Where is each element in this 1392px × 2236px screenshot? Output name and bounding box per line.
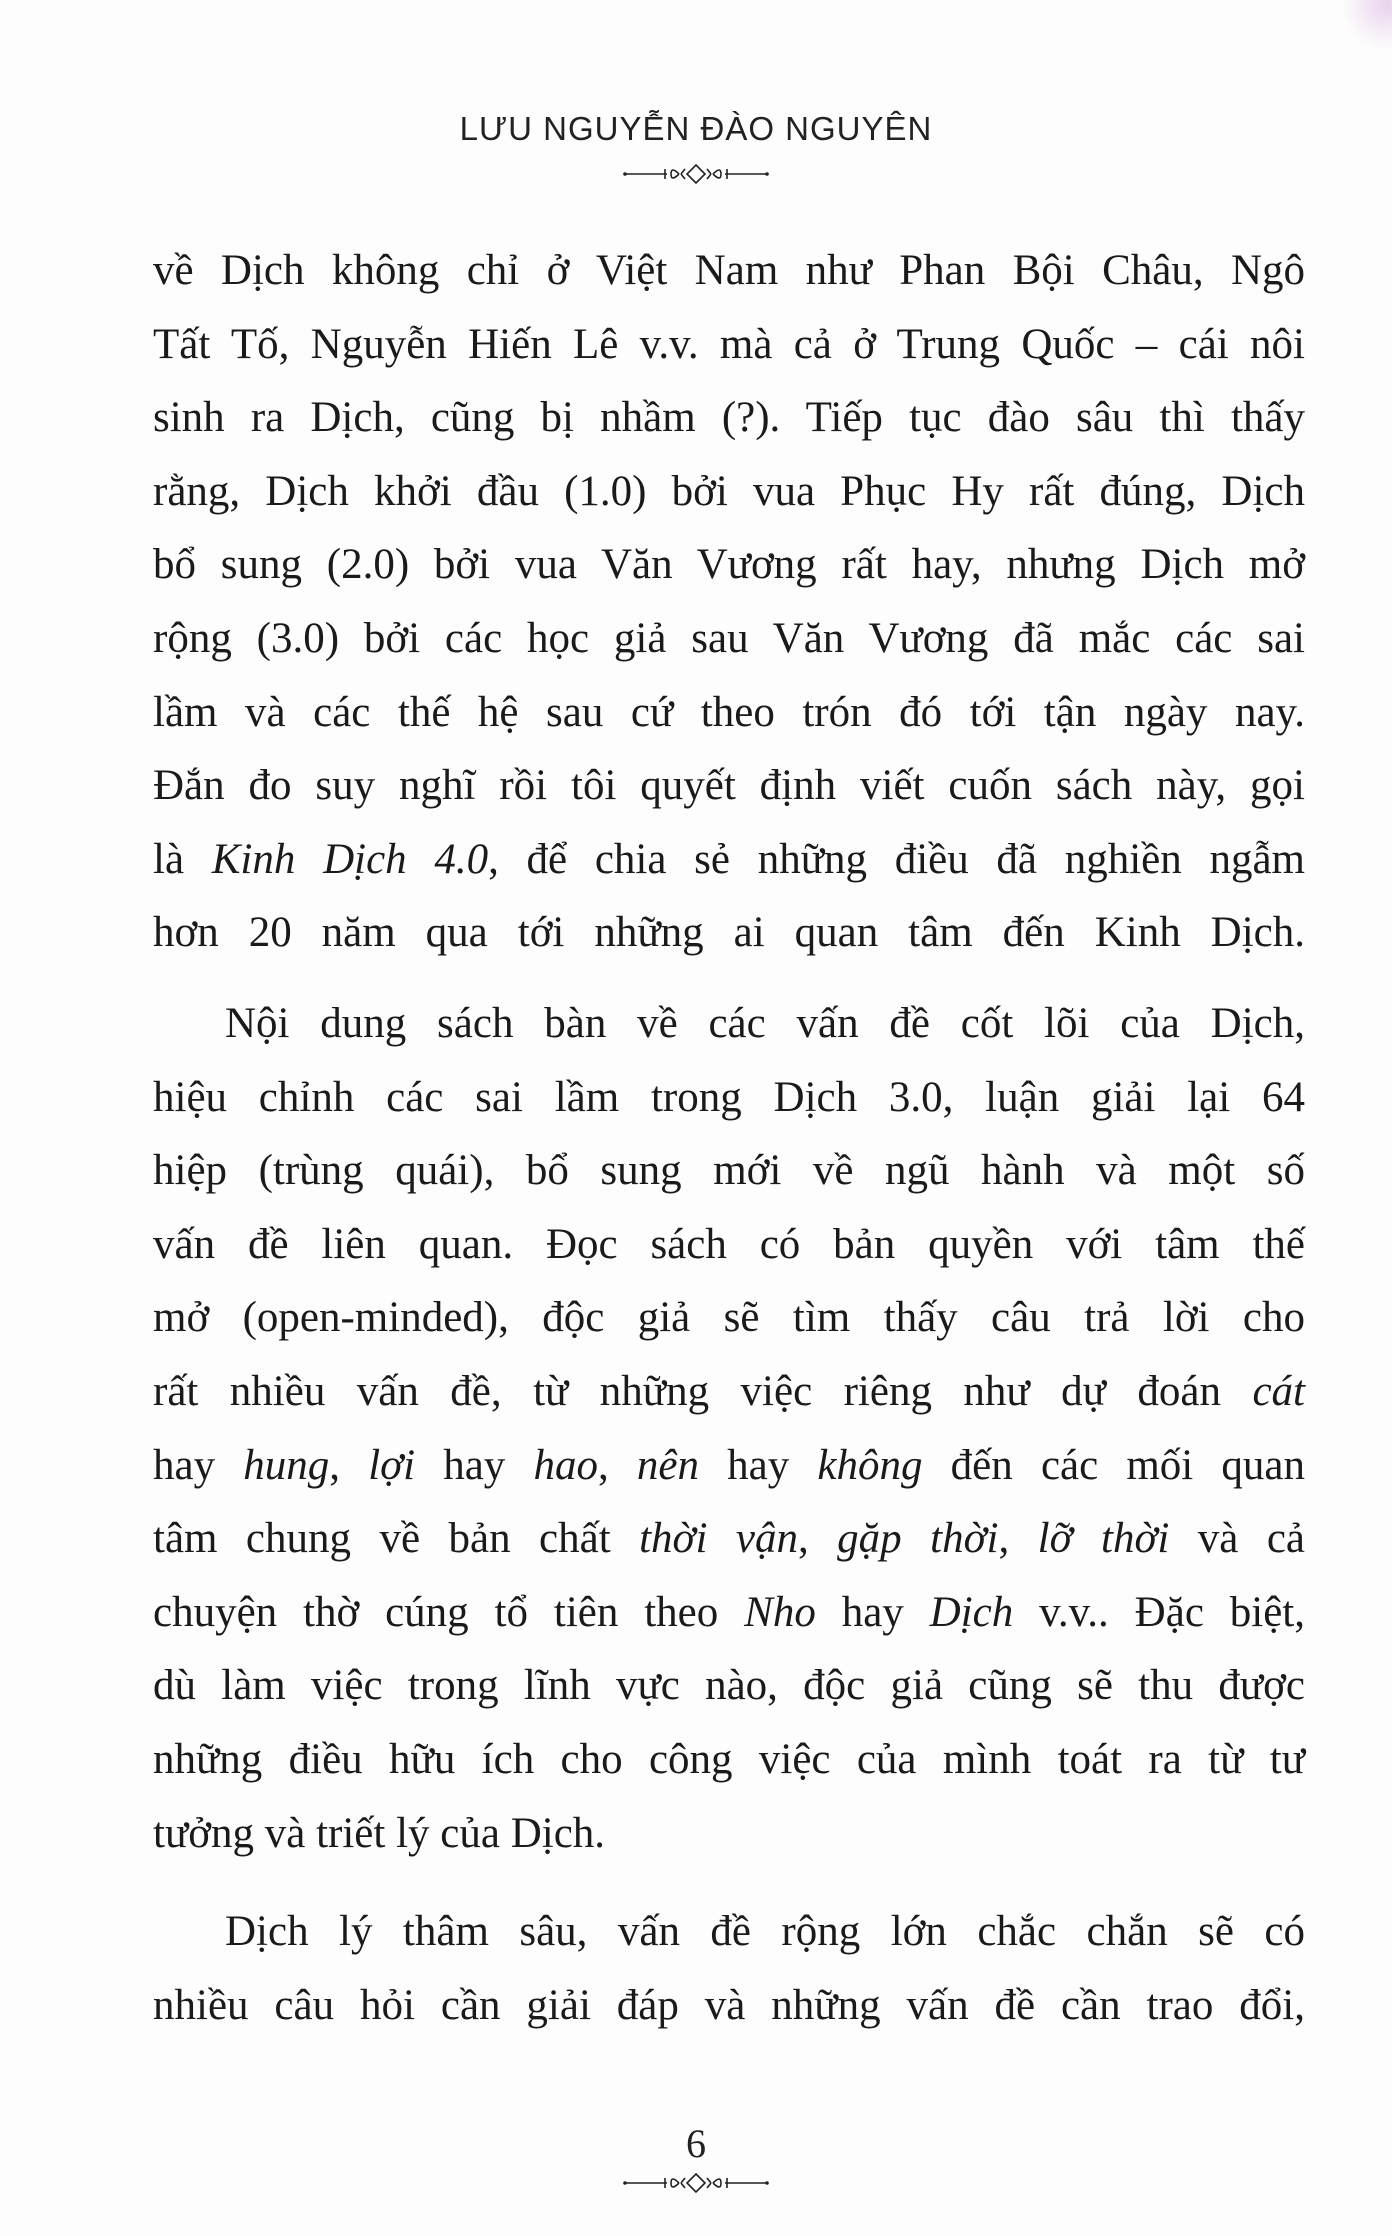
- text-line: [153, 676, 1305, 750]
- page-number: 6: [686, 2121, 706, 2166]
- text-run: ,: [797, 1515, 838, 1563]
- text-line: [153, 1895, 1305, 1969]
- italic-term: hung: [243, 1441, 330, 1489]
- text-line: [153, 1061, 1305, 1135]
- text-run: hay: [698, 1441, 818, 1489]
- page-edge-tint: [1342, 0, 1392, 50]
- text-line: [153, 896, 1305, 970]
- text-line: [153, 455, 1305, 529]
- text-line: [153, 381, 1305, 455]
- text-line: [153, 987, 1305, 1061]
- text-run: hiệu chỉnh các sai lầm trong Dịch 3.0, luận giải lại 64: [153, 1073, 1305, 1121]
- italic-term: lỡ thời: [1037, 1515, 1170, 1563]
- paragraph: [153, 1895, 1305, 2042]
- text-line: [153, 1208, 1305, 1282]
- text-run: tưởng và triết lý của Dịch.: [153, 1809, 606, 1857]
- text-run: v.v.. Đặc biệt,: [1013, 1588, 1306, 1636]
- text-line: [153, 308, 1305, 382]
- italic-term: Kinh Dịch 4.0: [211, 835, 489, 883]
- text-line: [153, 1429, 1305, 1503]
- text-run: sinh ra Dịch, cũng bị nhầm (?). Tiếp tục đào sâu thì thấy: [153, 394, 1305, 442]
- text-run: hay: [815, 1588, 930, 1636]
- text-run: , để chia sẻ những điều đã nghiền ngẫm: [488, 835, 1305, 883]
- italic-term: lợi: [368, 1441, 416, 1489]
- text-run: mở (open-minded), độc giả sẽ tìm thấy câu trả lời cho: [153, 1294, 1305, 1342]
- italic-term: không: [817, 1441, 923, 1489]
- text-run: hiệp (trùng quái), bổ sung mới về ngũ hành và một số: [153, 1147, 1305, 1195]
- text-line: [153, 528, 1305, 602]
- text-line: [153, 1502, 1305, 1576]
- text-line: [153, 1797, 1305, 1871]
- text-run: tâm chung về bản chất: [153, 1515, 640, 1563]
- text-run: ,: [998, 1515, 1038, 1563]
- paragraph: [153, 234, 1305, 970]
- text-line: [153, 234, 1305, 308]
- text-run: bổ sung (2.0) bởi vua Văn Vương rất hay, nhưng Dịch mở: [153, 541, 1305, 589]
- paragraph: [153, 987, 1305, 1870]
- text-run: rằng, Dịch khởi đầu (1.0) bởi vua Phục Hy rất đúng, Dịch: [153, 467, 1305, 515]
- text-run: và cả: [1169, 1515, 1306, 1563]
- italic-term: Nho: [744, 1588, 816, 1636]
- text-run: dù làm việc trong lĩnh vực nào, độc giả cũng sẽ thu được: [153, 1662, 1305, 1710]
- text-run: chuyện thờ cúng tổ tiên theo: [153, 1588, 745, 1636]
- text-run: hay: [415, 1441, 534, 1489]
- text-run: Đắn đo suy nghĩ rồi tôi quyết định viết cuốn sách này, gọi: [153, 762, 1305, 810]
- text-run: hay: [153, 1441, 244, 1489]
- text-run: những điều hữu ích cho công việc của mình toát ra từ tư: [153, 1735, 1305, 1783]
- text-run: là: [153, 835, 212, 883]
- italic-term: cát: [1252, 1367, 1305, 1415]
- text-line: [153, 749, 1305, 823]
- text-run: nhiều câu hỏi cần giải đáp và những vấn đề cần trao đổi,: [153, 1981, 1305, 2029]
- text-run: đến các mối quan: [922, 1441, 1306, 1489]
- ornament-divider-bottom: [621, 2172, 771, 2194]
- text-run: về Dịch không chỉ ở Việt Nam như Phan Bội Châu, Ngô: [153, 247, 1305, 294]
- italic-term: hao: [533, 1441, 598, 1489]
- text-run: vấn đề liên quan. Đọc sách có bản quyền với tâm thế: [153, 1220, 1305, 1268]
- text-run: rộng (3.0) bởi các học giả sau Văn Vương đã mắc các sai: [153, 614, 1305, 662]
- italic-term: nên: [636, 1441, 699, 1489]
- text-line: [153, 1723, 1305, 1797]
- italic-term: Dịch: [929, 1588, 1014, 1636]
- ornament-divider-top: [621, 163, 771, 185]
- text-run: Nội dung sách bàn về các vấn đề cốt lõi của Dịch,: [225, 1000, 1305, 1047]
- running-head-author: LƯU NGUYỄN ĐÀO NGUYÊN: [459, 110, 933, 147]
- text-line: [153, 1355, 1305, 1429]
- text-line: [153, 1134, 1305, 1208]
- text-run: lầm và các thế hệ sau cứ theo trón đó tới tận ngày nay.: [153, 688, 1305, 736]
- text-run: ,: [597, 1441, 637, 1489]
- text-line: [153, 1281, 1305, 1355]
- text-line: [153, 1649, 1305, 1723]
- text-run: Tất Tố, Nguyễn Hiến Lê v.v. mà cả ở Trung Quốc – cái nôi: [153, 320, 1305, 368]
- text-line: [153, 1576, 1305, 1650]
- text-line: [153, 823, 1305, 897]
- text-line: [153, 602, 1305, 676]
- text-run: rất nhiều vấn đề, từ những việc riêng như dự đoán: [153, 1367, 1253, 1415]
- text-run: Dịch lý thâm sâu, vấn đề rộng lớn chắc chắn sẽ có: [225, 1908, 1305, 1955]
- italic-term: thời vận: [639, 1515, 798, 1563]
- text-run: hơn 20 năm qua tới những ai quan tâm đến Kinh Dịch.: [153, 909, 1305, 957]
- italic-term: gặp thời: [837, 1515, 999, 1563]
- text-run: ,: [329, 1441, 369, 1489]
- text-line: [153, 1969, 1305, 2043]
